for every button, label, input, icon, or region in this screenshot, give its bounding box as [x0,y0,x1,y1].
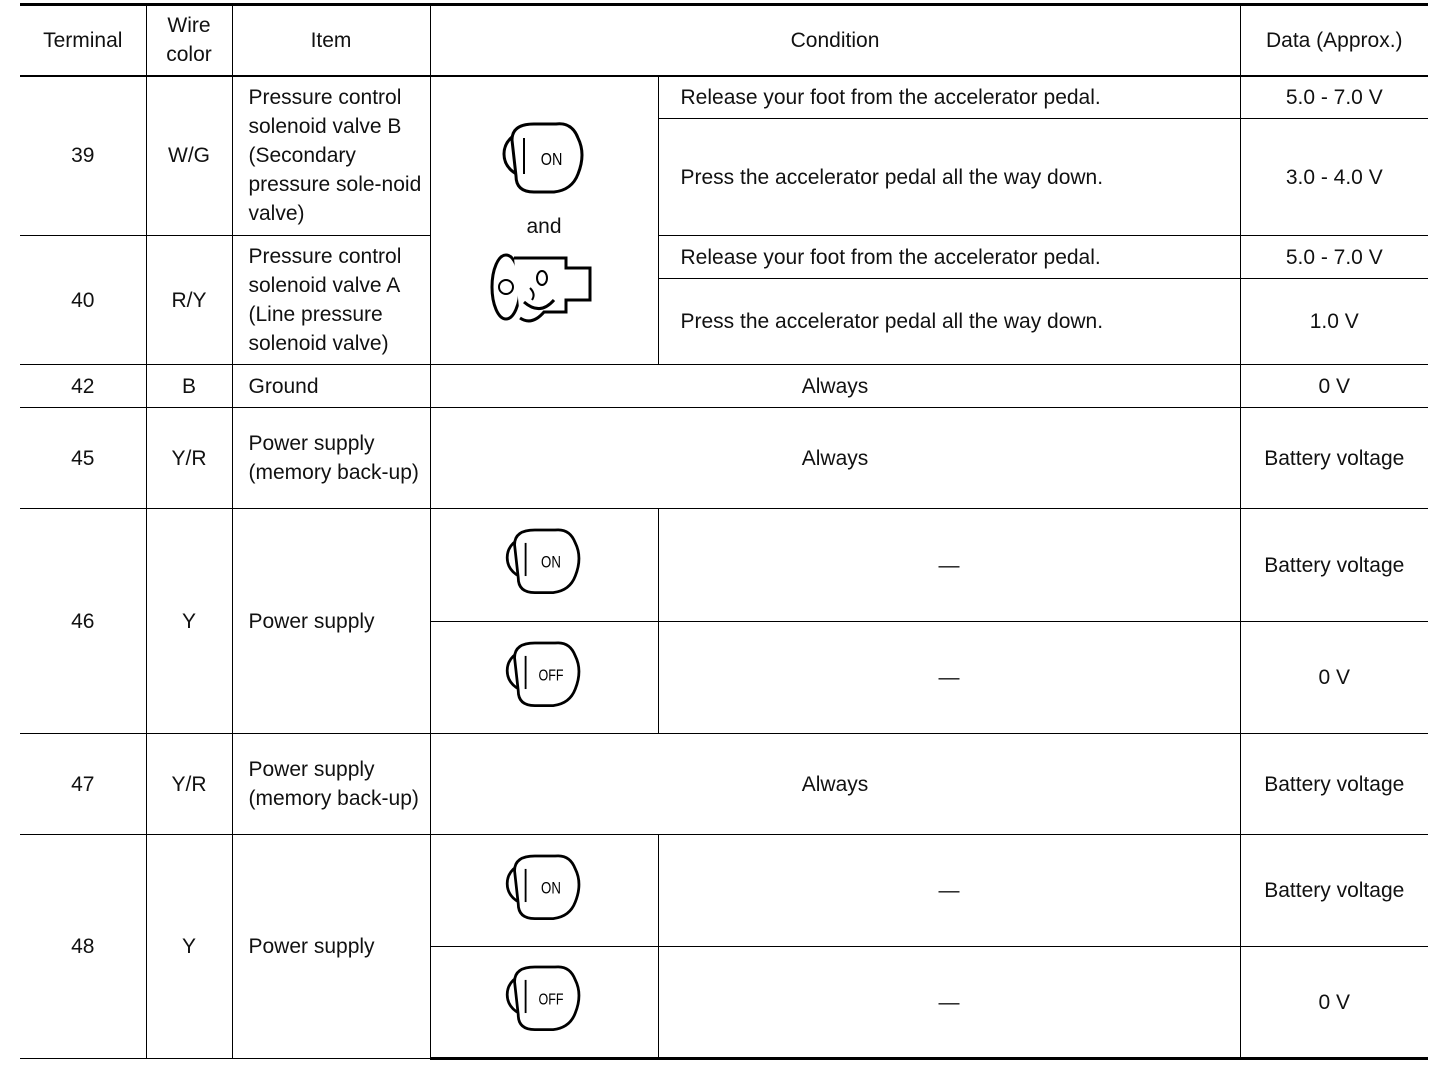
data-value: 5.0 - 7.0 V [1240,236,1428,279]
ignition-on-icon [494,112,594,212]
condition-text: Press the accelerator pedal all the way down. [658,279,1240,365]
item-cell: Pressure control solenoid valve A (Line pressure solenoid valve) [232,236,430,365]
ignition-off-icon-cell [430,622,658,734]
ignition-on-icon-cell [430,509,658,622]
condition-text: — [658,509,1240,622]
header-item: Item [232,5,430,76]
data-value: 5.0 - 7.0 V [1240,76,1428,119]
header-condition: Condition [430,5,1240,76]
condition-text: Always [430,734,1240,835]
ignition-on-icon [494,845,594,937]
svg-text:ON: ON [541,553,561,573]
terminal-spec-table [20,3,1428,1060]
wire-color-cell: B [146,365,232,408]
data-value: 0 V [1240,365,1428,408]
data-value: 3.0 - 4.0 V [1240,119,1428,236]
header-wire-color: Wire color [146,5,232,76]
terminal-cell: 48 [20,835,146,1059]
condition-text: — [658,622,1240,734]
condition-text: — [658,835,1240,947]
condition-text: — [658,947,1240,1059]
table-row [20,365,1428,408]
data-value: Battery voltage [1240,408,1428,509]
data-value: Battery voltage [1240,734,1428,835]
condition-text: Always [430,365,1240,408]
svg-text:ON: ON [541,878,561,898]
table-row [20,734,1428,835]
table-row [20,76,1428,119]
header-data: Data (Approx.) [1240,5,1428,76]
condition-text: Always [430,408,1240,509]
table-row [20,408,1428,509]
data-value: 0 V [1240,947,1428,1059]
terminal-cell: 46 [20,509,146,734]
data-value: 1.0 V [1240,279,1428,365]
condition-text: Press the accelerator pedal all the way down. [658,119,1240,236]
wire-color-cell: Y [146,509,232,734]
engine-running-icon [484,242,604,328]
terminal-cell: 45 [20,408,146,509]
ignition-and-engine-icons [430,76,658,365]
and-label: and [526,215,562,239]
table-row [20,509,1428,622]
header-terminal: Terminal [20,5,146,76]
wire-color-cell: R/Y [146,236,232,365]
terminal-cell: 40 [20,236,146,365]
terminal-cell: 39 [20,76,146,236]
svg-text:OFF: OFF [538,667,564,685]
svg-text:ON: ON [540,149,563,170]
item-cell: Power supply [232,835,430,1059]
item-cell: Ground [232,365,430,408]
ignition-off-icon-cell [430,947,658,1059]
table-row [20,835,1428,947]
terminal-cell: 47 [20,734,146,835]
table-row [20,236,1428,279]
header-row [20,5,1428,76]
terminal-cell: 42 [20,365,146,408]
ignition-off-icon [494,632,594,724]
ignition-on-icon-cell [430,835,658,947]
wire-color-cell: Y/R [146,408,232,509]
ignition-on-icon [494,519,594,611]
ignition-off-icon [494,956,594,1048]
wire-color-cell: Y [146,835,232,1059]
wire-color-cell: Y/R [146,734,232,835]
condition-text: Release your foot from the accelerator pedal. [658,76,1240,119]
data-value: Battery voltage [1240,509,1428,622]
wire-color-cell: W/G [146,76,232,236]
item-cell: Pressure control solenoid valve B (Secondary pressure sole-noid valve) [232,76,430,236]
condition-text: Release your foot from the accelerator pedal. [658,236,1240,279]
data-value: 0 V [1240,622,1428,734]
svg-text:OFF: OFF [538,991,564,1010]
data-value: Battery voltage [1240,835,1428,947]
item-cell: Power supply [232,509,430,734]
item-cell: Power supply (memory back-up) [232,408,430,509]
item-cell: Power supply (memory back-up) [232,734,430,835]
